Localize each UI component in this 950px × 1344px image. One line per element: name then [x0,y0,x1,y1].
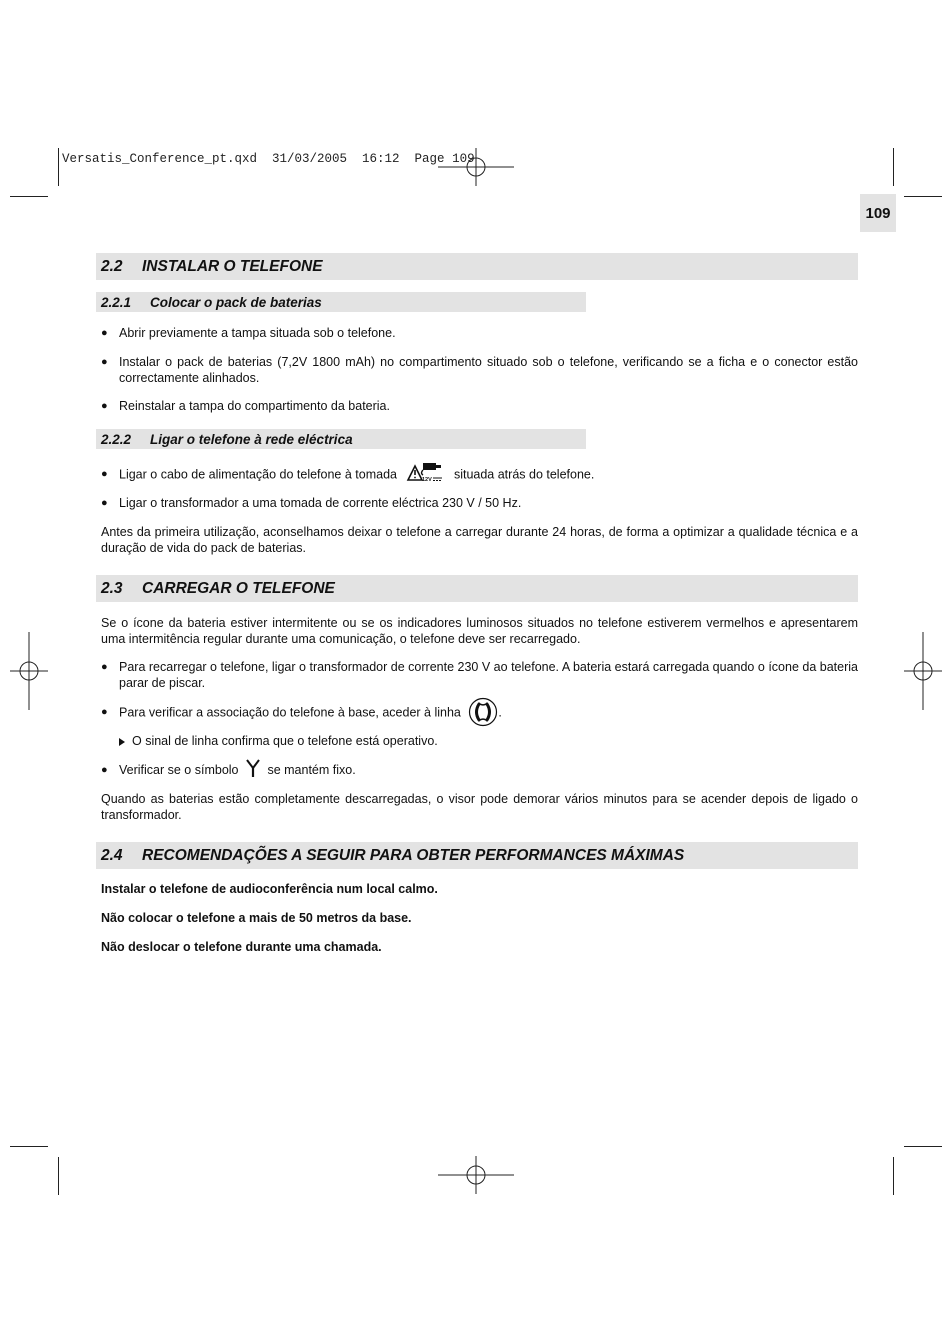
list-item-text: situada atrás do telefone. [453,467,595,482]
recommendation: Instalar o telefone de audioconferência num local calmo. [101,882,438,896]
paragraph: Antes da primeira utilização, aconselhamos deixar o telefone a carregar durante 24 horas, de forma a optimizar a qualidade técnica e a duração de vida do pack de baterias. [101,525,858,555]
bullet-icon: ● [101,468,108,480]
list-item [101,326,858,342]
section-number: 2.4 [101,846,123,864]
antenna-icon [245,758,261,778]
crop-mark [893,1157,894,1195]
power-socket-icon [406,461,446,483]
result-item [119,734,858,750]
bullet-icon: ● [101,661,108,673]
subsection-heading-2-2-1 [96,292,586,312]
line-key-icon [468,697,498,727]
bullet-icon: ● [101,764,108,776]
crop-mark [58,1157,59,1195]
list-item [101,355,858,386]
bullet-icon: ● [101,497,108,509]
bullet-icon: ● [101,706,108,718]
registration-mark-icon [436,1156,516,1196]
paragraph: Quando as baterias estão completamente descarregadas, o visor pode demorar vários minutos para se acender depois de ligado o transformador. [101,792,858,822]
registration-mark-icon [10,632,50,710]
print-slug: Versatis_Conference_pt.qxd 31/03/2005 16:12 Page 109 [62,152,475,166]
registration-mark-icon [902,632,942,710]
section-title: CARREGAR O TELEFONE [142,579,335,597]
subsection-title: Ligar o telefone à rede eléctrica [150,431,353,447]
list-item [101,705,858,721]
crop-mark [10,196,48,197]
svg-text:12V: 12V [422,477,433,483]
crop-mark [10,1146,48,1147]
list-item [101,467,858,483]
list-item [101,496,858,512]
recommendation: Não deslocar o telefone durante uma chamada. [101,940,382,954]
crop-mark [893,148,894,186]
list-item [101,660,858,691]
section-heading-2-3 [96,575,858,602]
paragraph: Se o ícone da bateria estiver intermitente ou se os indicadores luminosos situados no telefone estiverem vermelhos e apresentarem uma intermitência regular durante uma comunicação, o telefone deve ser recarregado. [101,616,858,646]
list-item [101,399,858,415]
section-title: RECOMENDAÇÕES A SEGUIR PARA OBTER PERFORMANCES MÁXIMAS [142,846,685,864]
page-number: 109 [860,194,896,232]
crop-mark [58,148,59,186]
list-item-text: Abrir previamente a tampa situada sob o telefone. [119,326,396,340]
subsection-heading-2-2-2 [96,429,586,449]
arrow-right-icon [119,738,125,746]
list-item-text: se mantém fixo. [267,763,356,777]
bullet-icon: ● [101,400,108,412]
section-title: INSTALAR O TELEFONE [142,257,323,275]
section-heading-2-2 [96,253,858,280]
subsection-number: 2.2.2 [101,431,132,447]
crop-mark [904,1146,942,1147]
bullet-icon: ● [101,327,108,339]
list-item-text: Verificar se o símbolo [119,763,239,777]
subsection-number: 2.2.1 [101,294,132,310]
result-text: O sinal de linha confirma que o telefone está operativo. [132,734,438,748]
subsection-title: Colocar o pack de baterias [150,294,322,310]
list-item-text: Instalar o pack de baterias (7,2V 1800 mAh) no compartimento situado sob o telefone, verificando se a ficha e o conector estão correctamente alinhados. [119,355,858,385]
list-item-text: Para verificar a associação do telefone à base, aceder à linha [119,705,461,720]
list-item-text: Ligar o transformador a uma tomada de corrente eléctrica 230 V / 50 Hz. [119,496,522,510]
list-item-text: Ligar o cabo de alimentação do telefone à tomada [119,467,397,482]
list-item-text: Para recarregar o telefone, ligar o transformador de corrente 230 V ao telefone. A bateria estará carregada quando o ícone da bateria parar de piscar. [119,660,858,690]
bullet-icon: ● [101,356,108,368]
section-heading-2-4 [96,842,858,869]
list-item-text: . [498,705,502,720]
registration-mark-icon [436,148,516,188]
section-number: 2.2 [101,257,123,275]
list-item-text: Reinstalar a tampa do compartimento da bateria. [119,399,390,413]
section-number: 2.3 [101,579,123,597]
recommendation: Não colocar o telefone a mais de 50 metros da base. [101,911,412,925]
crop-mark [904,196,942,197]
list-item [101,763,858,779]
